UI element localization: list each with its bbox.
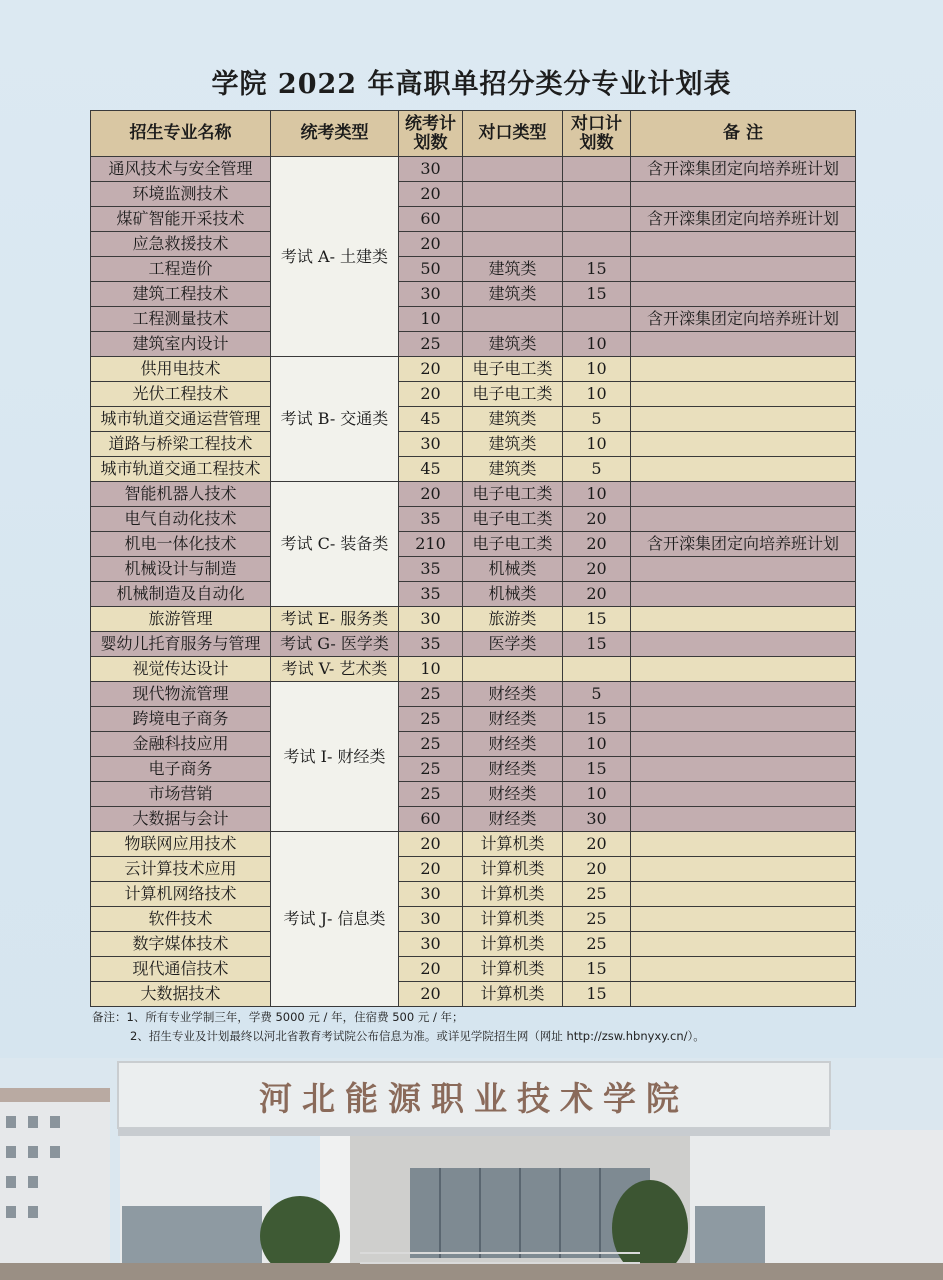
major-cell: 城市轨道交通运营管理	[91, 407, 271, 432]
vocational-plan-cell: 20	[563, 532, 631, 557]
table-row	[91, 682, 856, 707]
header-note: 备 注	[631, 111, 856, 157]
table-row	[91, 432, 856, 457]
vocational-type-cell: 财经类	[463, 782, 563, 807]
table-row	[91, 957, 856, 982]
vocational-type-cell: 机械类	[463, 557, 563, 582]
vocational-plan-cell: 5	[563, 457, 631, 482]
major-cell: 建筑工程技术	[91, 282, 271, 307]
vocational-plan-cell: 10	[563, 382, 631, 407]
note-cell	[631, 907, 856, 932]
note-cell	[631, 582, 856, 607]
note-cell	[631, 332, 856, 357]
vocational-plan-cell: 5	[563, 407, 631, 432]
exam-plan-cell: 25	[399, 757, 463, 782]
exam-plan-cell: 20	[399, 832, 463, 857]
vocational-type-cell: 计算机类	[463, 982, 563, 1007]
note-cell	[631, 807, 856, 832]
note-cell	[631, 557, 856, 582]
vocational-type-cell: 建筑类	[463, 407, 563, 432]
table-row	[91, 282, 856, 307]
note-cell	[631, 757, 856, 782]
major-cell: 物联网应用技术	[91, 832, 271, 857]
header-exam-type: 统考类型	[271, 111, 399, 157]
exam-plan-cell: 25	[399, 682, 463, 707]
table-header-row	[91, 111, 856, 157]
table-row	[91, 257, 856, 282]
exam-type-cell: 考试 J- 信息类	[271, 832, 399, 1007]
vocational-type-cell: 财经类	[463, 682, 563, 707]
major-cell: 煤矿智能开采技术	[91, 207, 271, 232]
vocational-type-cell: 计算机类	[463, 932, 563, 957]
exam-plan-cell: 30	[399, 282, 463, 307]
exam-plan-cell: 25	[399, 732, 463, 757]
exam-plan-cell: 60	[399, 207, 463, 232]
note-cell	[631, 432, 856, 457]
major-cell: 金融科技应用	[91, 732, 271, 757]
note-cell	[631, 407, 856, 432]
table-row	[91, 907, 856, 932]
vocational-plan-cell: 15	[563, 757, 631, 782]
note-cell	[631, 657, 856, 682]
table-row	[91, 157, 856, 182]
table-row	[91, 832, 856, 857]
note-cell	[631, 857, 856, 882]
major-cell: 云计算技术应用	[91, 857, 271, 882]
note-cell: 含开滦集团定向培养班计划	[631, 157, 856, 182]
table-row	[91, 657, 856, 682]
exam-plan-cell: 60	[399, 807, 463, 832]
major-cell: 环境监测技术	[91, 182, 271, 207]
major-cell: 旅游管理	[91, 607, 271, 632]
vocational-type-cell: 建筑类	[463, 282, 563, 307]
major-cell: 供用电技术	[91, 357, 271, 382]
major-cell: 数字媒体技术	[91, 932, 271, 957]
vocational-type-cell	[463, 157, 563, 182]
note-cell	[631, 282, 856, 307]
vocational-plan-cell: 10	[563, 782, 631, 807]
vocational-type-cell: 计算机类	[463, 882, 563, 907]
table-row	[91, 532, 856, 557]
vocational-type-cell: 建筑类	[463, 257, 563, 282]
table-row	[91, 982, 856, 1007]
vocational-type-cell: 计算机类	[463, 957, 563, 982]
note-cell	[631, 882, 856, 907]
exam-plan-cell: 20	[399, 182, 463, 207]
note-cell	[631, 357, 856, 382]
vocational-plan-cell: 5	[563, 682, 631, 707]
exam-plan-cell: 20	[399, 357, 463, 382]
vocational-plan-cell: 25	[563, 882, 631, 907]
table-row	[91, 757, 856, 782]
header-vocational-plan: 对口计划数	[563, 111, 631, 157]
vocational-plan-cell	[563, 207, 631, 232]
major-cell: 大数据技术	[91, 982, 271, 1007]
exam-plan-cell: 30	[399, 157, 463, 182]
exam-plan-cell: 210	[399, 532, 463, 557]
note-cell	[631, 932, 856, 957]
exam-plan-cell: 35	[399, 632, 463, 657]
vocational-type-cell	[463, 657, 563, 682]
vocational-type-cell: 机械类	[463, 582, 563, 607]
table-row	[91, 807, 856, 832]
exam-plan-cell: 45	[399, 457, 463, 482]
note-cell	[631, 257, 856, 282]
exam-plan-cell: 35	[399, 557, 463, 582]
page-title: 学院 2022 年高职单招分类分专业计划表	[211, 69, 732, 100]
footnote-1: 备注：1、所有专业学制三年，学费 5000 元 / 年，住宿费 500 元 / 年；	[92, 1010, 464, 1024]
table-row	[91, 457, 856, 482]
major-cell: 软件技术	[91, 907, 271, 932]
table-row	[91, 332, 856, 357]
note-cell	[631, 707, 856, 732]
vocational-type-cell: 建筑类	[463, 332, 563, 357]
major-cell: 工程造价	[91, 257, 271, 282]
vocational-type-cell	[463, 182, 563, 207]
vocational-type-cell: 财经类	[463, 707, 563, 732]
note-cell	[631, 457, 856, 482]
exam-plan-cell: 10	[399, 657, 463, 682]
vocational-plan-cell: 20	[563, 557, 631, 582]
vocational-type-cell: 电子电工类	[463, 532, 563, 557]
note-cell	[631, 607, 856, 632]
major-cell: 智能机器人技术	[91, 482, 271, 507]
vocational-plan-cell	[563, 657, 631, 682]
vocational-type-cell: 建筑类	[463, 432, 563, 457]
exam-plan-cell: 10	[399, 307, 463, 332]
vocational-plan-cell: 10	[563, 482, 631, 507]
vocational-type-cell: 电子电工类	[463, 382, 563, 407]
major-cell: 光伏工程技术	[91, 382, 271, 407]
footnotes	[92, 1008, 912, 1046]
vocational-type-cell: 财经类	[463, 807, 563, 832]
vocational-type-cell: 电子电工类	[463, 357, 563, 382]
major-cell: 建筑室内设计	[91, 332, 271, 357]
vocational-plan-cell: 15	[563, 957, 631, 982]
exam-type-cell: 考试 I- 财经类	[271, 682, 399, 832]
vocational-plan-cell: 10	[563, 732, 631, 757]
header-major: 招生专业名称	[91, 111, 271, 157]
vocational-plan-cell: 20	[563, 582, 631, 607]
note-cell	[631, 482, 856, 507]
vocational-plan-cell: 20	[563, 507, 631, 532]
table-row	[91, 182, 856, 207]
exam-type-cell: 考试 B- 交通类	[271, 357, 399, 482]
exam-plan-cell: 20	[399, 982, 463, 1007]
major-cell: 机械设计与制造	[91, 557, 271, 582]
table-row	[91, 607, 856, 632]
vocational-plan-cell: 15	[563, 982, 631, 1007]
exam-plan-cell: 30	[399, 882, 463, 907]
note-cell	[631, 782, 856, 807]
vocational-plan-cell: 15	[563, 607, 631, 632]
vocational-type-cell: 财经类	[463, 732, 563, 757]
table-row	[91, 207, 856, 232]
major-cell: 电气自动化技术	[91, 507, 271, 532]
major-cell: 现代物流管理	[91, 682, 271, 707]
major-cell: 市场营销	[91, 782, 271, 807]
vocational-plan-cell: 25	[563, 932, 631, 957]
major-cell: 机电一体化技术	[91, 532, 271, 557]
exam-plan-cell: 20	[399, 232, 463, 257]
note-cell	[631, 982, 856, 1007]
table-row	[91, 882, 856, 907]
vocational-plan-cell: 10	[563, 332, 631, 357]
exam-plan-cell: 30	[399, 932, 463, 957]
major-cell: 工程测量技术	[91, 307, 271, 332]
exam-plan-cell: 35	[399, 507, 463, 532]
table-row	[91, 507, 856, 532]
major-cell: 计算机网络技术	[91, 882, 271, 907]
vocational-type-cell: 医学类	[463, 632, 563, 657]
vocational-plan-cell: 20	[563, 832, 631, 857]
note-cell	[631, 832, 856, 857]
table-row	[91, 357, 856, 382]
vocational-type-cell: 计算机类	[463, 832, 563, 857]
exam-plan-cell: 25	[399, 707, 463, 732]
exam-type-cell: 考试 G- 医学类	[271, 632, 399, 657]
note-cell: 含开滦集团定向培养班计划	[631, 207, 856, 232]
major-cell: 大数据与会计	[91, 807, 271, 832]
major-cell: 城市轨道交通工程技术	[91, 457, 271, 482]
exam-plan-cell: 25	[399, 332, 463, 357]
vocational-plan-cell: 15	[563, 707, 631, 732]
table-row	[91, 782, 856, 807]
vocational-type-cell	[463, 307, 563, 332]
vocational-plan-cell	[563, 232, 631, 257]
exam-plan-cell: 20	[399, 482, 463, 507]
note-cell	[631, 182, 856, 207]
vocational-plan-cell	[563, 307, 631, 332]
campus-gate-sign: 河北能源职业技术学院	[259, 1078, 689, 1118]
exam-plan-cell: 20	[399, 382, 463, 407]
note-cell	[631, 732, 856, 757]
vocational-plan-cell: 15	[563, 282, 631, 307]
vocational-plan-cell: 30	[563, 807, 631, 832]
table-row	[91, 382, 856, 407]
table-row	[91, 732, 856, 757]
table-row	[91, 307, 856, 332]
table-row	[91, 632, 856, 657]
vocational-plan-cell	[563, 157, 631, 182]
note-cell	[631, 382, 856, 407]
vocational-plan-cell: 25	[563, 907, 631, 932]
enrollment-plan-table	[90, 110, 856, 1007]
major-cell: 通风技术与安全管理	[91, 157, 271, 182]
table-row	[91, 707, 856, 732]
vocational-plan-cell: 15	[563, 632, 631, 657]
note-cell	[631, 232, 856, 257]
table-row	[91, 482, 856, 507]
note-cell	[631, 507, 856, 532]
major-cell: 跨境电子商务	[91, 707, 271, 732]
exam-plan-cell: 20	[399, 857, 463, 882]
vocational-plan-cell: 15	[563, 257, 631, 282]
table-row	[91, 407, 856, 432]
major-cell: 视觉传达设计	[91, 657, 271, 682]
major-cell: 机械制造及自动化	[91, 582, 271, 607]
exam-type-cell: 考试 C- 装备类	[271, 482, 399, 607]
vocational-plan-cell: 10	[563, 357, 631, 382]
major-cell: 应急救援技术	[91, 232, 271, 257]
exam-plan-cell: 50	[399, 257, 463, 282]
exam-plan-cell: 20	[399, 957, 463, 982]
exam-plan-cell: 30	[399, 432, 463, 457]
exam-plan-cell: 35	[399, 582, 463, 607]
exam-plan-cell: 30	[399, 607, 463, 632]
exam-type-cell: 考试 A- 土建类	[271, 157, 399, 357]
vocational-type-cell: 旅游类	[463, 607, 563, 632]
note-cell	[631, 632, 856, 657]
vocational-plan-cell	[563, 182, 631, 207]
note-cell	[631, 682, 856, 707]
vocational-plan-cell: 10	[563, 432, 631, 457]
note-cell: 含开滦集团定向培养班计划	[631, 532, 856, 557]
table-body	[91, 157, 856, 1007]
vocational-type-cell: 建筑类	[463, 457, 563, 482]
exam-plan-cell: 25	[399, 782, 463, 807]
header-vocational-type: 对口类型	[463, 111, 563, 157]
major-cell: 婴幼儿托育服务与管理	[91, 632, 271, 657]
vocational-plan-cell: 20	[563, 857, 631, 882]
note-cell: 含开滦集团定向培养班计划	[631, 307, 856, 332]
vocational-type-cell	[463, 232, 563, 257]
vocational-type-cell	[463, 207, 563, 232]
exam-type-cell: 考试 V- 艺术类	[271, 657, 399, 682]
major-cell: 电子商务	[91, 757, 271, 782]
vocational-type-cell: 计算机类	[463, 907, 563, 932]
footnote-2: 2、招生专业及计划最终以河北省教育考试院公布信息为准。或详见学院招生网（网址 http://zsw.hbnyxy.cn/）。	[130, 1029, 705, 1043]
table-row	[91, 932, 856, 957]
exam-plan-cell: 45	[399, 407, 463, 432]
exam-type-cell: 考试 E- 服务类	[271, 607, 399, 632]
vocational-type-cell: 财经类	[463, 757, 563, 782]
vocational-type-cell: 电子电工类	[463, 507, 563, 532]
major-cell: 现代通信技术	[91, 957, 271, 982]
vocational-type-cell: 电子电工类	[463, 482, 563, 507]
table-row	[91, 582, 856, 607]
major-cell: 道路与桥梁工程技术	[91, 432, 271, 457]
exam-plan-cell: 30	[399, 907, 463, 932]
header-exam-plan: 统考计划数	[399, 111, 463, 157]
table-row	[91, 232, 856, 257]
note-cell	[631, 957, 856, 982]
table-row	[91, 557, 856, 582]
table-row	[91, 857, 856, 882]
vocational-type-cell: 计算机类	[463, 857, 563, 882]
